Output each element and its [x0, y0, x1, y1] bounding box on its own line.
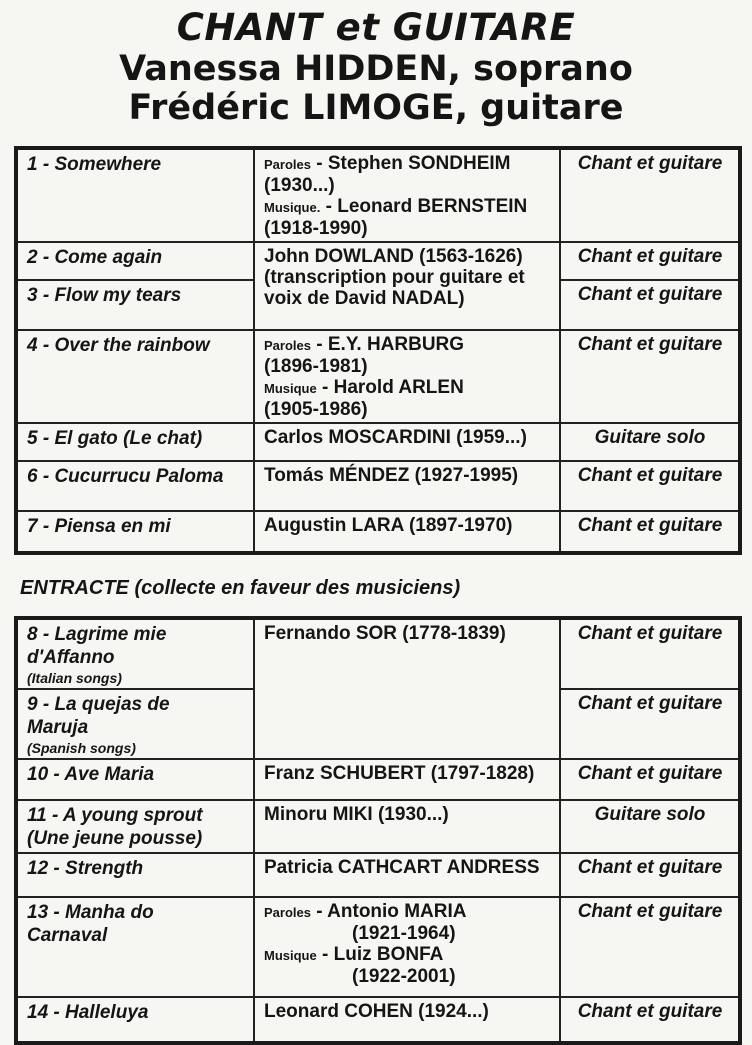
- entracte-heading: ENTRACTE (collecte en faveur des musiciens): [20, 577, 461, 599]
- song-title-cell: [16, 242, 254, 280]
- song-title: 11 - A young sprout (Une jeune pousse): [27, 805, 203, 849]
- composer-name: Fernando SOR (1778-1839): [264, 623, 506, 644]
- composer-name: John DOWLAND (1563-1626) (transcription pour guitare et voix de David NADAL): [264, 246, 525, 309]
- performance-type: Chant et guitare: [560, 242, 740, 280]
- composer-name: Minoru MIKI (1930...): [264, 804, 449, 825]
- performance-type: Guitare solo: [560, 800, 740, 853]
- credit-paroles-line: [264, 334, 551, 356]
- performance-type: Chant et guitare: [560, 511, 740, 553]
- table-row-song-5: [16, 423, 740, 461]
- performance-type: Chant et guitare: [560, 689, 740, 759]
- table-row-song-2: [16, 242, 740, 280]
- performance-type: Chant et guitare: [560, 897, 740, 997]
- song-title: 14 - Halleluya: [27, 1002, 149, 1023]
- composer-name: Franz SCHUBERT (1797-1828): [264, 763, 535, 784]
- performance-type: Chant et guitare: [560, 461, 740, 511]
- composer-name: Patricia CATHCART ANDRESS: [264, 857, 540, 878]
- credit-cell: [254, 897, 560, 997]
- song-title-cell: [16, 618, 254, 689]
- performance-type: Chant et guitare: [560, 148, 740, 242]
- credit-musique-line: [264, 944, 551, 966]
- performance-type: Chant et guitare: [560, 997, 740, 1043]
- song-title: 6 - Cucurrucu Paloma: [27, 466, 224, 487]
- musique-dates: (1922-2001): [352, 966, 456, 987]
- composer-name: Carlos MOSCARDINI (1959...): [264, 427, 527, 448]
- table-row-song-10: [16, 759, 740, 800]
- paroles-label: Paroles: [264, 905, 311, 920]
- paroles-author: - Stephen SONDHEIM: [316, 153, 511, 174]
- musique-label: Musique: [264, 948, 317, 963]
- song-title: 3 - Flow my tears: [27, 285, 182, 306]
- paroles-dates: (1896-1981): [264, 356, 368, 377]
- song-title-cell: [16, 800, 254, 853]
- musique-label: Musique.: [264, 200, 321, 215]
- song-subtitle: (Italian songs): [27, 670, 122, 686]
- credit-cell: [254, 997, 560, 1043]
- song-title-cell: [16, 280, 254, 330]
- program-title: CHANT et GUITARE: [176, 6, 576, 49]
- song-title-cell: [16, 511, 254, 553]
- credit-cell-merged: [254, 618, 560, 759]
- credit-cell: [254, 148, 560, 242]
- credit-cell-merged: [254, 242, 560, 330]
- program-table-part2: [14, 616, 742, 1045]
- song-title: 2 - Come again: [27, 247, 163, 268]
- song-title: 5 - El gato (Le chat): [27, 428, 203, 449]
- credit-cell: [254, 330, 560, 423]
- song-title: 8 - Lagrime mie d'Affanno: [27, 624, 167, 668]
- credit-cell: [254, 461, 560, 511]
- song-title: 9 - La quejas de Maruja: [27, 694, 170, 738]
- composer-name: Tomás MÉNDEZ (1927-1995): [264, 465, 519, 486]
- musique-dates: (1905-1986): [264, 399, 368, 420]
- credit-paroles-line: [264, 901, 551, 923]
- program-table-part1: [14, 146, 742, 555]
- credit-musique-line: [264, 196, 551, 218]
- credit-cell: [254, 511, 560, 553]
- paroles-author: - Antonio MARIA: [316, 901, 467, 922]
- credit-cell: [254, 759, 560, 800]
- song-title-cell: [16, 461, 254, 511]
- paroles-label: Paroles: [264, 338, 311, 353]
- song-title-cell: [16, 423, 254, 461]
- paroles-author: - E.Y. HARBURG: [316, 334, 465, 355]
- song-title-cell: [16, 997, 254, 1043]
- musique-author: - Harold ARLEN: [322, 377, 464, 398]
- performance-type: Chant et guitare: [560, 330, 740, 423]
- table-row-song-8: [16, 618, 740, 689]
- table-row-song-12: [16, 853, 740, 897]
- song-title-cell: [16, 853, 254, 897]
- table-row-song-11: [16, 800, 740, 853]
- song-title: 4 - Over the rainbow: [27, 335, 210, 356]
- table-row-song-1: [16, 148, 740, 242]
- musique-author: - Luiz BONFA: [322, 944, 444, 965]
- song-title-cell: [16, 759, 254, 800]
- performance-type: Chant et guitare: [560, 853, 740, 897]
- song-title: 10 - Ave Maria: [27, 764, 155, 785]
- song-title: 7 - Piensa en mi: [27, 516, 171, 537]
- composer-name: Leonard COHEN (1924...): [264, 1001, 489, 1022]
- composer-name: Augustin LARA (1897-1970): [264, 515, 513, 536]
- song-title: 1 - Somewhere: [27, 154, 162, 175]
- credit-cell: [254, 853, 560, 897]
- table-row-song-13: [16, 897, 740, 997]
- performance-type: Chant et guitare: [560, 618, 740, 689]
- song-title-cell: [16, 148, 254, 242]
- song-title-cell: [16, 897, 254, 997]
- credit-cell: [254, 800, 560, 853]
- credit-paroles-line: [264, 153, 551, 175]
- table-row-song-14: [16, 997, 740, 1043]
- table-row-song-7: [16, 511, 740, 553]
- song-title: 13 - Manha do Carnaval: [27, 902, 154, 946]
- credit-cell: [254, 423, 560, 461]
- performance-type: Chant et guitare: [560, 280, 740, 330]
- song-title-cell: [16, 689, 254, 759]
- paroles-dates: (1921-1964): [352, 923, 456, 944]
- program-header: [0, 0, 752, 128]
- table-row-song-4: [16, 330, 740, 423]
- paroles-dates: (1930...): [264, 175, 335, 196]
- performance-type: Guitare solo: [560, 423, 740, 461]
- performance-type: Chant et guitare: [560, 759, 740, 800]
- performer-guitar: Frédéric LIMOGE, guitare: [128, 88, 624, 128]
- paroles-label: Paroles: [264, 157, 311, 172]
- musique-label: Musique: [264, 381, 317, 396]
- musique-dates: (1918-1990): [264, 218, 368, 239]
- song-title-cell: [16, 330, 254, 423]
- song-title: 12 - Strength: [27, 858, 144, 879]
- credit-musique-line: [264, 377, 551, 399]
- table-row-song-6: [16, 461, 740, 511]
- performer-soprano: Vanessa HIDDEN, soprano: [119, 49, 633, 89]
- musique-author: - Leonard BERNSTEIN: [325, 196, 528, 217]
- song-subtitle: (Spanish songs): [27, 740, 136, 756]
